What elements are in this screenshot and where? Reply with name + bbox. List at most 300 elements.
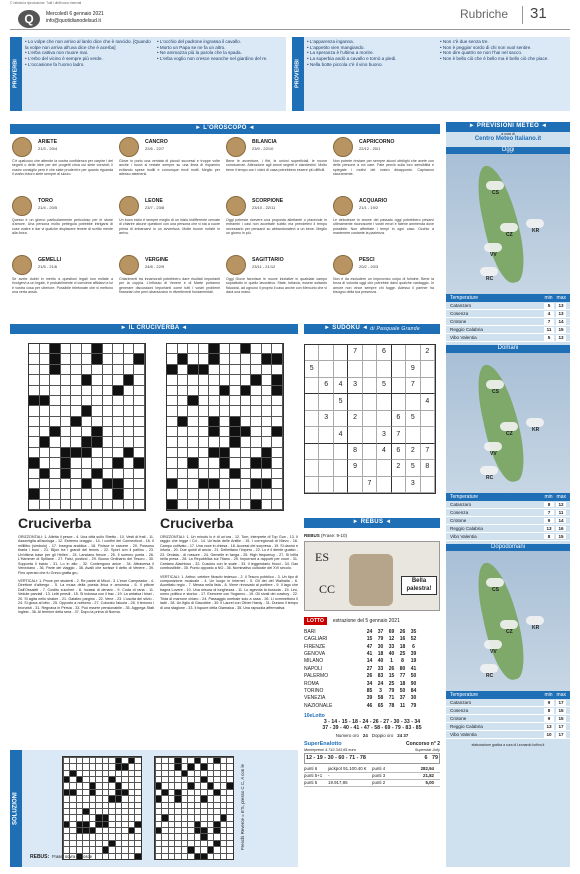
- crossword-cell[interactable]: [135, 783, 142, 789]
- sudoku-cell[interactable]: 7: [348, 345, 362, 361]
- crossword-cell[interactable]: [227, 840, 234, 846]
- crossword-cell[interactable]: [155, 814, 162, 820]
- crossword-cell[interactable]: [220, 469, 231, 479]
- crossword-cell[interactable]: [272, 469, 283, 479]
- crossword-cell[interactable]: [155, 808, 162, 814]
- crossword-cell[interactable]: [96, 840, 103, 846]
- crossword-cell[interactable]: [115, 853, 122, 859]
- crossword-cell[interactable]: [262, 437, 273, 447]
- crossword-cell[interactable]: [134, 427, 145, 437]
- crossword-cell[interactable]: [155, 770, 162, 776]
- crossword-cell[interactable]: [50, 479, 61, 489]
- sudoku-cell[interactable]: 4: [334, 427, 348, 443]
- crossword-cell[interactable]: [155, 834, 162, 840]
- crossword-cell[interactable]: [168, 821, 175, 827]
- crossword-cell[interactable]: [122, 827, 129, 833]
- crossword-cell[interactable]: [134, 375, 145, 385]
- sudoku-cell[interactable]: [305, 427, 319, 443]
- crossword-cell[interactable]: [181, 821, 188, 827]
- crossword-cell[interactable]: [194, 789, 201, 795]
- crossword-cell[interactable]: [241, 469, 252, 479]
- sudoku-cell[interactable]: [363, 411, 377, 427]
- crossword-cell[interactable]: [63, 763, 70, 769]
- crossword-cell[interactable]: [262, 417, 273, 427]
- crossword-cell[interactable]: [220, 406, 231, 416]
- crossword-cell[interactable]: [92, 375, 103, 385]
- crossword-cell[interactable]: [113, 427, 124, 437]
- crossword-cell[interactable]: [207, 827, 214, 833]
- sudoku-cell[interactable]: 5: [305, 361, 319, 377]
- crossword-cell[interactable]: [134, 479, 145, 489]
- sudoku-cell[interactable]: 2: [392, 460, 406, 476]
- crossword-cell[interactable]: [188, 802, 195, 808]
- crossword-cell[interactable]: [76, 770, 83, 776]
- crossword-cell[interactable]: [188, 808, 195, 814]
- crossword-cell[interactable]: [103, 365, 114, 375]
- crossword-cell[interactable]: [199, 448, 210, 458]
- sudoku-cell[interactable]: 9: [406, 361, 420, 377]
- crossword-cell[interactable]: [63, 802, 70, 808]
- crossword-cell[interactable]: [220, 846, 227, 852]
- crossword-cell[interactable]: [70, 757, 77, 763]
- sudoku-cell[interactable]: 3: [348, 378, 362, 394]
- crossword-cell[interactable]: [199, 406, 210, 416]
- crossword-cell[interactable]: [167, 386, 178, 396]
- crossword-cell[interactable]: [135, 763, 142, 769]
- crossword-cell[interactable]: [71, 469, 82, 479]
- crossword-cell[interactable]: [71, 458, 82, 468]
- sudoku-cell[interactable]: 8: [348, 444, 362, 460]
- crossword-cell[interactable]: [188, 354, 199, 364]
- sudoku-cell[interactable]: [305, 378, 319, 394]
- crossword-cell[interactable]: [113, 437, 124, 447]
- crossword-cell[interactable]: [96, 834, 103, 840]
- crossword-cell[interactable]: [262, 396, 273, 406]
- crossword-cell[interactable]: [207, 770, 214, 776]
- crossword-cell[interactable]: [251, 386, 262, 396]
- sudoku-cell[interactable]: [377, 411, 391, 427]
- crossword-cell[interactable]: [29, 406, 40, 416]
- crossword-cell[interactable]: [227, 802, 234, 808]
- crossword-cell[interactable]: [103, 427, 114, 437]
- crossword-cell[interactable]: [89, 795, 96, 801]
- crossword-cell[interactable]: [103, 375, 114, 385]
- sudoku-cell[interactable]: 7: [421, 444, 435, 460]
- crossword-cell[interactable]: [188, 437, 199, 447]
- crossword-cell[interactable]: [272, 417, 283, 427]
- sudoku-cell[interactable]: 4: [421, 394, 435, 410]
- crossword-cell[interactable]: [124, 417, 135, 427]
- crossword-cell[interactable]: [40, 448, 51, 458]
- crossword-cell[interactable]: [103, 417, 114, 427]
- crossword-cell[interactable]: [103, 448, 114, 458]
- crossword-cell[interactable]: [122, 776, 129, 782]
- crossword-cell[interactable]: [122, 853, 129, 859]
- crossword-cell[interactable]: [181, 853, 188, 859]
- crossword-cell[interactable]: [115, 846, 122, 852]
- sudoku-cell[interactable]: 5: [377, 378, 391, 394]
- sudoku-cell[interactable]: [305, 411, 319, 427]
- crossword-cell[interactable]: [188, 406, 199, 416]
- sudoku-cell[interactable]: [421, 477, 435, 493]
- crossword-cell[interactable]: [103, 437, 114, 447]
- crossword-cell[interactable]: [61, 489, 72, 499]
- crossword-cell[interactable]: [155, 763, 162, 769]
- crossword-cell[interactable]: [124, 489, 135, 499]
- crossword-cell[interactable]: [188, 789, 195, 795]
- crossword-cell[interactable]: [178, 437, 189, 447]
- crossword-cell[interactable]: [128, 776, 135, 782]
- crossword-cell[interactable]: [220, 808, 227, 814]
- crossword-cell[interactable]: [175, 770, 182, 776]
- crossword-cell[interactable]: [188, 757, 195, 763]
- crossword-cell[interactable]: [251, 417, 262, 427]
- crossword-cell[interactable]: [227, 808, 234, 814]
- crossword-cell[interactable]: [83, 770, 90, 776]
- crossword-cell[interactable]: [102, 757, 109, 763]
- sudoku-cell[interactable]: 7: [363, 477, 377, 493]
- crossword-cell[interactable]: [194, 846, 201, 852]
- crossword-cell[interactable]: [181, 789, 188, 795]
- sudoku-cell[interactable]: [305, 460, 319, 476]
- crossword-cell[interactable]: [227, 853, 234, 859]
- sudoku-cell[interactable]: 6: [392, 411, 406, 427]
- crossword-cell[interactable]: [209, 437, 220, 447]
- crossword-cell[interactable]: [168, 795, 175, 801]
- crossword-cell[interactable]: [181, 783, 188, 789]
- crossword-cell[interactable]: [168, 840, 175, 846]
- crossword-cell[interactable]: [61, 396, 72, 406]
- crossword-cell[interactable]: [61, 354, 72, 364]
- crossword-cell[interactable]: [135, 757, 142, 763]
- crossword-cell[interactable]: [135, 840, 142, 846]
- crossword-cell[interactable]: [175, 802, 182, 808]
- crossword-cell[interactable]: [241, 489, 252, 499]
- crossword-cell[interactable]: [76, 802, 83, 808]
- sudoku-cell[interactable]: [334, 361, 348, 377]
- crossword-cell[interactable]: [102, 853, 109, 859]
- crossword-cell[interactable]: [50, 448, 61, 458]
- crossword-cell[interactable]: [207, 789, 214, 795]
- crossword-cell[interactable]: [220, 437, 231, 447]
- crossword-cell[interactable]: [61, 437, 72, 447]
- crossword-cell[interactable]: [70, 783, 77, 789]
- crossword-cell[interactable]: [96, 757, 103, 763]
- crossword-cell[interactable]: [227, 757, 234, 763]
- crossword-cell[interactable]: [207, 757, 214, 763]
- crossword-cell[interactable]: [76, 783, 83, 789]
- crossword-cell[interactable]: [220, 795, 227, 801]
- crossword-cell[interactable]: [29, 344, 40, 354]
- crossword-cell[interactable]: [178, 500, 189, 510]
- crossword-cell[interactable]: [61, 386, 72, 396]
- crossword-cell[interactable]: [167, 469, 178, 479]
- crossword-cell[interactable]: [188, 821, 195, 827]
- crossword-cell[interactable]: [113, 469, 124, 479]
- crossword-cell[interactable]: [188, 489, 199, 499]
- crossword-cell[interactable]: [128, 795, 135, 801]
- crossword-cell[interactable]: [134, 437, 145, 447]
- crossword-cell[interactable]: [188, 500, 199, 510]
- crossword-cell[interactable]: [29, 427, 40, 437]
- crossword-cell[interactable]: [188, 375, 199, 385]
- crossword-cell[interactable]: [214, 808, 221, 814]
- crossword-cell[interactable]: [124, 479, 135, 489]
- crossword-cell[interactable]: [209, 386, 220, 396]
- crossword-cell[interactable]: [251, 427, 262, 437]
- crossword-cell[interactable]: [230, 406, 241, 416]
- crossword-cell[interactable]: [63, 770, 70, 776]
- sudoku-cell[interactable]: 3: [377, 427, 391, 443]
- crossword-cell[interactable]: [220, 853, 227, 859]
- crossword-cell[interactable]: [109, 789, 116, 795]
- crossword-cell[interactable]: [40, 375, 51, 385]
- crossword-cell[interactable]: [220, 344, 231, 354]
- crossword-cell[interactable]: [71, 479, 82, 489]
- crossword-cell[interactable]: [155, 776, 162, 782]
- crossword-cell[interactable]: [96, 846, 103, 852]
- crossword-cell[interactable]: [102, 763, 109, 769]
- crossword-cell[interactable]: [113, 344, 124, 354]
- crossword-cell[interactable]: [167, 437, 178, 447]
- sudoku-cell[interactable]: [392, 345, 406, 361]
- crossword-cell[interactable]: [61, 375, 72, 385]
- crossword-cell[interactable]: [162, 795, 169, 801]
- crossword-cell[interactable]: [128, 834, 135, 840]
- crossword-cell[interactable]: [220, 500, 231, 510]
- sudoku-cell[interactable]: [406, 394, 420, 410]
- crossword-cell[interactable]: [134, 448, 145, 458]
- crossword-cell[interactable]: [113, 354, 124, 364]
- crossword-cell[interactable]: [89, 770, 96, 776]
- crossword-cell[interactable]: [262, 427, 273, 437]
- crossword-cell[interactable]: [167, 396, 178, 406]
- crossword-cell[interactable]: [209, 489, 220, 499]
- crossword-cell[interactable]: [102, 789, 109, 795]
- crossword-cell[interactable]: [96, 827, 103, 833]
- crossword-cell[interactable]: [61, 406, 72, 416]
- crossword-cell[interactable]: [201, 783, 208, 789]
- crossword-cell[interactable]: [194, 802, 201, 808]
- crossword-cell[interactable]: [230, 354, 241, 364]
- crossword-cell[interactable]: [103, 469, 114, 479]
- crossword-cell[interactable]: [220, 827, 227, 833]
- crossword-cell[interactable]: [207, 853, 214, 859]
- crossword-cell[interactable]: [102, 783, 109, 789]
- crossword-cell[interactable]: [199, 437, 210, 447]
- crossword-cell[interactable]: [168, 846, 175, 852]
- crossword-cell[interactable]: [272, 448, 283, 458]
- crossword-cell[interactable]: [168, 834, 175, 840]
- sudoku-cell[interactable]: [363, 378, 377, 394]
- crossword-cell[interactable]: [71, 427, 82, 437]
- crossword-cell[interactable]: [207, 763, 214, 769]
- crossword-cell[interactable]: [113, 448, 124, 458]
- crossword-cell[interactable]: [50, 417, 61, 427]
- crossword-cell[interactable]: [178, 458, 189, 468]
- crossword-grid-2[interactable]: [166, 343, 284, 511]
- crossword-cell[interactable]: [134, 406, 145, 416]
- crossword-cell[interactable]: [71, 344, 82, 354]
- crossword-cell[interactable]: [241, 458, 252, 468]
- crossword-cell[interactable]: [220, 365, 231, 375]
- sudoku-cell[interactable]: [305, 394, 319, 410]
- crossword-cell[interactable]: [201, 770, 208, 776]
- crossword-cell[interactable]: [82, 500, 93, 510]
- crossword-cell[interactable]: [134, 489, 145, 499]
- crossword-cell[interactable]: [214, 763, 221, 769]
- crossword-cell[interactable]: [29, 365, 40, 375]
- crossword-cell[interactable]: [167, 427, 178, 437]
- crossword-cell[interactable]: [122, 808, 129, 814]
- crossword-cell[interactable]: [76, 757, 83, 763]
- sudoku-cell[interactable]: [319, 460, 333, 476]
- crossword-cell[interactable]: [230, 479, 241, 489]
- crossword-cell[interactable]: [109, 827, 116, 833]
- crossword-cell[interactable]: [209, 406, 220, 416]
- crossword-cell[interactable]: [262, 489, 273, 499]
- crossword-cell[interactable]: [50, 437, 61, 447]
- crossword-cell[interactable]: [109, 834, 116, 840]
- crossword-cell[interactable]: [76, 808, 83, 814]
- crossword-cell[interactable]: [262, 406, 273, 416]
- crossword-cell[interactable]: [109, 808, 116, 814]
- crossword-cell[interactable]: [40, 365, 51, 375]
- crossword-cell[interactable]: [124, 406, 135, 416]
- crossword-cell[interactable]: [102, 795, 109, 801]
- crossword-cell[interactable]: [122, 783, 129, 789]
- crossword-cell[interactable]: [63, 795, 70, 801]
- sudoku-cell[interactable]: 7: [406, 378, 420, 394]
- crossword-cell[interactable]: [102, 808, 109, 814]
- crossword-cell[interactable]: [251, 489, 262, 499]
- crossword-cell[interactable]: [115, 808, 122, 814]
- crossword-cell[interactable]: [92, 489, 103, 499]
- crossword-cell[interactable]: [83, 757, 90, 763]
- crossword-cell[interactable]: [230, 365, 241, 375]
- crossword-cell[interactable]: [63, 834, 70, 840]
- crossword-cell[interactable]: [241, 437, 252, 447]
- crossword-cell[interactable]: [155, 802, 162, 808]
- sudoku-cell[interactable]: [334, 460, 348, 476]
- crossword-cell[interactable]: [109, 802, 116, 808]
- crossword-cell[interactable]: [272, 344, 283, 354]
- crossword-cell[interactable]: [103, 500, 114, 510]
- crossword-cell[interactable]: [155, 821, 162, 827]
- crossword-cell[interactable]: [128, 814, 135, 820]
- crossword-cell[interactable]: [102, 827, 109, 833]
- crossword-cell[interactable]: [63, 808, 70, 814]
- crossword-cell[interactable]: [96, 808, 103, 814]
- crossword-cell[interactable]: [178, 344, 189, 354]
- crossword-cell[interactable]: [135, 827, 142, 833]
- sudoku-cell[interactable]: [319, 477, 333, 493]
- crossword-cell[interactable]: [209, 375, 220, 385]
- crossword-cell[interactable]: [135, 814, 142, 820]
- crossword-cell[interactable]: [40, 386, 51, 396]
- crossword-cell[interactable]: [162, 776, 169, 782]
- crossword-cell[interactable]: [230, 458, 241, 468]
- crossword-cell[interactable]: [178, 448, 189, 458]
- crossword-cell[interactable]: [61, 365, 72, 375]
- sudoku-cell[interactable]: [363, 444, 377, 460]
- crossword-cell[interactable]: [113, 375, 124, 385]
- crossword-cell[interactable]: [209, 500, 220, 510]
- crossword-cell[interactable]: [241, 500, 252, 510]
- crossword-cell[interactable]: [188, 853, 195, 859]
- crossword-cell[interactable]: [162, 783, 169, 789]
- crossword-cell[interactable]: [76, 834, 83, 840]
- sudoku-cell[interactable]: [421, 378, 435, 394]
- sudoku-cell[interactable]: 2: [406, 444, 420, 460]
- crossword-cell[interactable]: [122, 821, 129, 827]
- crossword-cell[interactable]: [227, 776, 234, 782]
- crossword-cell[interactable]: [122, 834, 129, 840]
- crossword-cell[interactable]: [135, 789, 142, 795]
- crossword-cell[interactable]: [251, 448, 262, 458]
- crossword-cell[interactable]: [167, 458, 178, 468]
- crossword-cell[interactable]: [134, 396, 145, 406]
- crossword-cell[interactable]: [227, 789, 234, 795]
- crossword-cell[interactable]: [50, 406, 61, 416]
- crossword-cell[interactable]: [194, 834, 201, 840]
- crossword-cell[interactable]: [207, 840, 214, 846]
- crossword-cell[interactable]: [220, 834, 227, 840]
- crossword-cell[interactable]: [181, 834, 188, 840]
- crossword-cell[interactable]: [272, 437, 283, 447]
- crossword-cell[interactable]: [230, 386, 241, 396]
- crossword-cell[interactable]: [92, 479, 103, 489]
- crossword-cell[interactable]: [83, 802, 90, 808]
- crossword-cell[interactable]: [124, 469, 135, 479]
- crossword-cell[interactable]: [113, 396, 124, 406]
- crossword-grid-1[interactable]: [28, 343, 146, 511]
- crossword-cell[interactable]: [188, 834, 195, 840]
- crossword-cell[interactable]: [76, 840, 83, 846]
- crossword-cell[interactable]: [162, 770, 169, 776]
- crossword-cell[interactable]: [178, 386, 189, 396]
- sudoku-cell[interactable]: [348, 394, 362, 410]
- crossword-cell[interactable]: [70, 795, 77, 801]
- crossword-cell[interactable]: [199, 427, 210, 437]
- sudoku-cell[interactable]: [305, 444, 319, 460]
- crossword-cell[interactable]: [168, 776, 175, 782]
- crossword-cell[interactable]: [241, 479, 252, 489]
- crossword-cell[interactable]: [82, 427, 93, 437]
- crossword-cell[interactable]: [188, 479, 199, 489]
- sudoku-cell[interactable]: [392, 361, 406, 377]
- crossword-cell[interactable]: [70, 763, 77, 769]
- crossword-cell[interactable]: [162, 827, 169, 833]
- crossword-cell[interactable]: [76, 795, 83, 801]
- crossword-cell[interactable]: [194, 783, 201, 789]
- crossword-cell[interactable]: [194, 770, 201, 776]
- crossword-cell[interactable]: [262, 386, 273, 396]
- crossword-cell[interactable]: [220, 396, 231, 406]
- sudoku-cell[interactable]: [334, 444, 348, 460]
- crossword-cell[interactable]: [115, 840, 122, 846]
- crossword-cell[interactable]: [181, 795, 188, 801]
- crossword-cell[interactable]: [61, 427, 72, 437]
- crossword-cell[interactable]: [201, 821, 208, 827]
- sudoku-cell[interactable]: [392, 378, 406, 394]
- crossword-cell[interactable]: [167, 406, 178, 416]
- sudoku-cell[interactable]: 2: [348, 411, 362, 427]
- crossword-cell[interactable]: [155, 757, 162, 763]
- crossword-cell[interactable]: [262, 375, 273, 385]
- crossword-cell[interactable]: [199, 489, 210, 499]
- sudoku-cell[interactable]: [377, 477, 391, 493]
